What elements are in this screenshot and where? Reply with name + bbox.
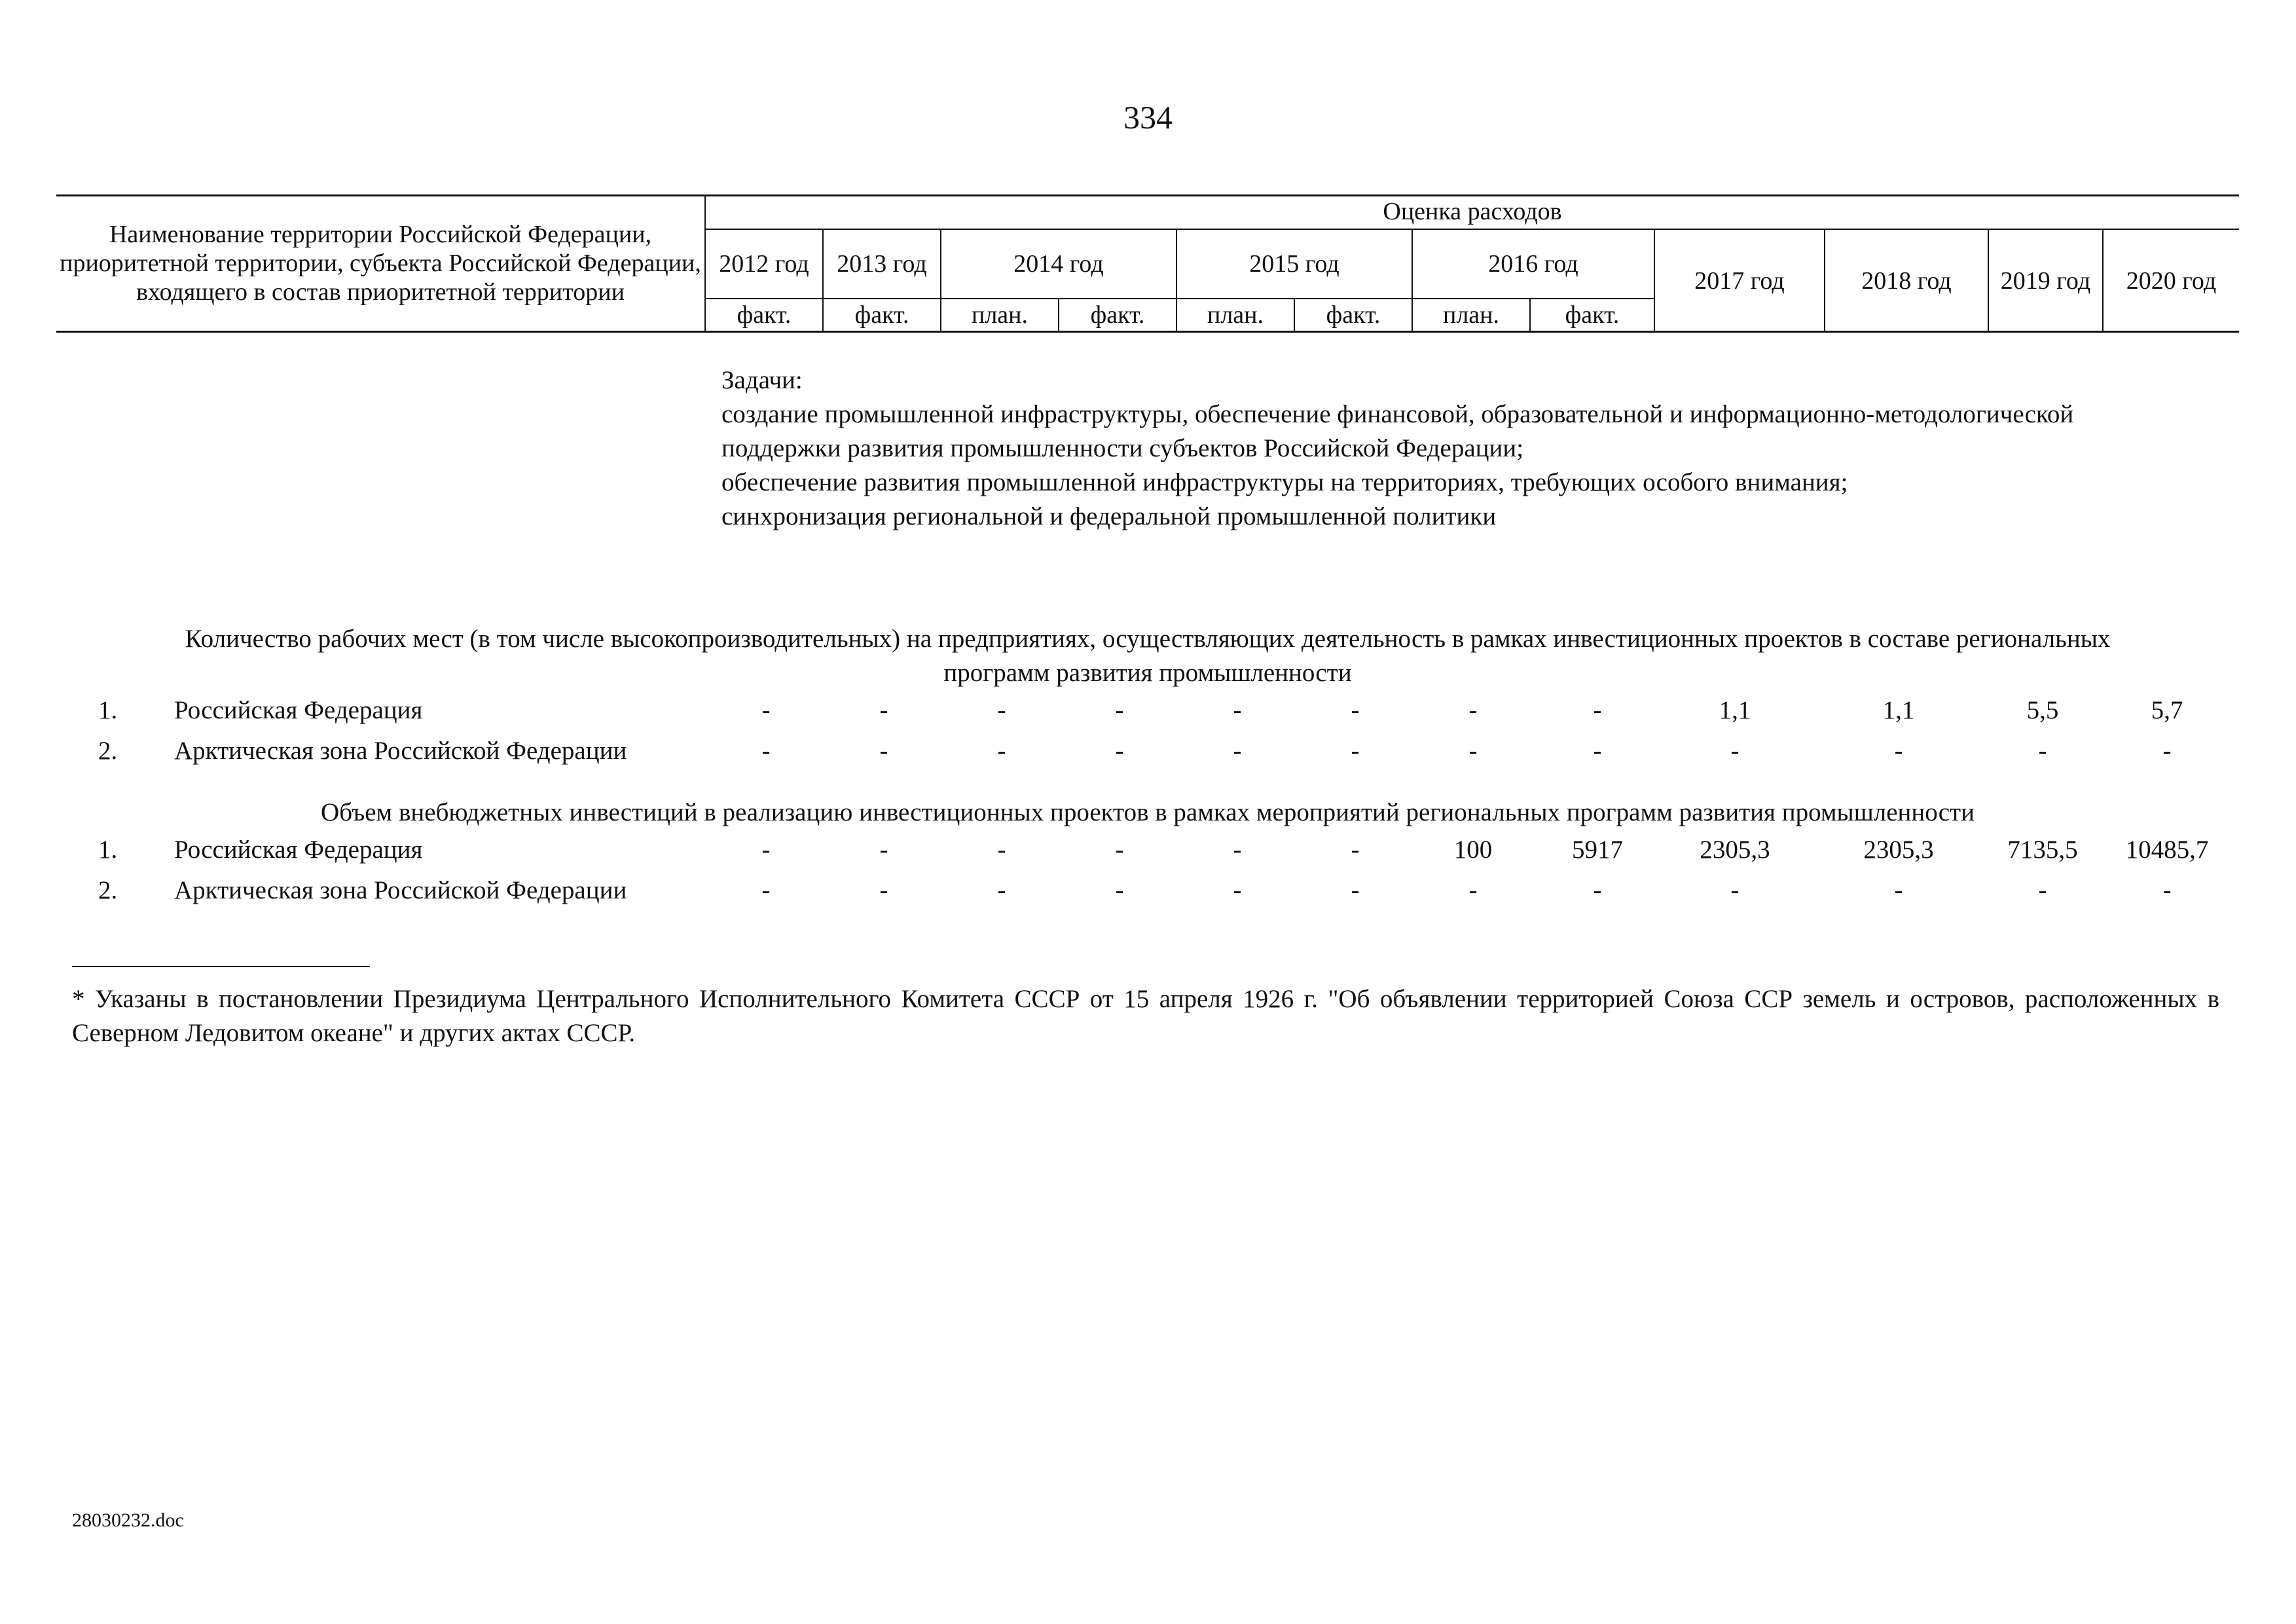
tasks-title: Задачи: — [721, 366, 803, 394]
footnote: * Указаны в постановлении Президиума Центрального Исполнительного Комитета СССР от 15 апреля 1926 г. "Об объявлении территорией Союза ССР земель и островов, расположенных в Северном Ледовитом океане" и других актах СССР. — [72, 985, 2219, 1047]
year-2015: 2015 год — [1249, 250, 1339, 278]
value-cell: - — [2162, 737, 2172, 765]
tasks-line: синхронизация региональной и федеральной промышленной политики — [721, 502, 1497, 530]
footnote-rule — [72, 966, 370, 967]
subheader-fact: факт. — [737, 301, 792, 329]
value-cell: - — [1351, 836, 1360, 864]
territory-name: Российская Федерация — [174, 696, 423, 724]
tasks-line: обеспечение развития промышленной инфраструктуры на территориях, требующих особого внимания; — [721, 468, 1848, 496]
value-cell: 5917 — [1572, 836, 1623, 864]
row-number: 1. — [98, 836, 118, 864]
value-cell: - — [1894, 737, 1903, 765]
year-2017: 2017 год — [1694, 267, 1785, 295]
table-row — [0, 695, 2296, 732]
value-cell: - — [1894, 876, 1903, 904]
section-title: Объем внебюджетных инвестиций в реализацию инвестиционных проектов в рамках мероприятий региональных программ развития промышленности — [321, 798, 1975, 826]
page-number: 334 — [1123, 99, 1173, 136]
row-number: 2. — [98, 737, 118, 765]
value-cell: 2305,3 — [1700, 836, 1770, 864]
column-header-expenses: Оценка расходов — [1383, 198, 1562, 225]
tasks-block — [721, 363, 2227, 534]
value-cell: 100 — [1453, 836, 1493, 864]
value-cell: - — [1730, 876, 1740, 904]
value-cell: - — [1115, 836, 1124, 864]
value-cell: - — [1115, 876, 1124, 904]
row-number: 1. — [98, 696, 118, 724]
value-cell: - — [1351, 737, 1360, 765]
value-cell: 1,1 — [1882, 696, 1915, 724]
value-cell: - — [1233, 876, 1242, 904]
value-cell: 2305,3 — [1863, 836, 1934, 864]
value-cell: - — [761, 696, 771, 724]
year-2020: 2020 год — [2126, 267, 2217, 295]
subheader-fact: факт. — [854, 301, 909, 329]
territory-name: Арктическая зона Российской Федерации — [174, 876, 627, 904]
value-cell: - — [879, 696, 888, 724]
value-cell: - — [1468, 737, 1478, 765]
column-header-territory: Наименование территории Российской Федерации, приоритетной территории, субъекта Российской Федерации, входящего в состав приоритетной территории — [60, 221, 701, 306]
section-title — [56, 622, 2239, 690]
value-cell: - — [1115, 696, 1124, 724]
value-cell: - — [879, 836, 888, 864]
value-cell: - — [1730, 737, 1740, 765]
subheader-plan: план. — [971, 301, 1028, 329]
year-2018: 2018 год — [1861, 267, 1952, 295]
subheader-fact: факт. — [1326, 301, 1381, 329]
section-title-line: программ развития промышленности — [943, 659, 1352, 687]
value-cell: - — [1351, 876, 1360, 904]
value-cell: - — [2038, 876, 2047, 904]
territory-name: Арктическая зона Российской Федерации — [174, 737, 627, 765]
value-cell: - — [1593, 737, 1602, 765]
tasks-line: создание промышленной инфраструктуры, обеспечение финансовой, образовательной и информационно-методологической — [721, 400, 2074, 428]
year-2016: 2016 год — [1488, 250, 1578, 278]
subheader-fact: факт. — [1090, 301, 1145, 329]
value-cell: - — [761, 876, 771, 904]
year-2014: 2014 год — [1013, 250, 1104, 278]
table-row — [0, 835, 2296, 872]
row-number: 2. — [98, 876, 118, 904]
value-cell: - — [1351, 696, 1360, 724]
value-cell: - — [761, 737, 771, 765]
value-cell: - — [997, 876, 1006, 904]
value-cell: - — [1593, 876, 1602, 904]
subheader-plan: план. — [1442, 301, 1499, 329]
value-cell: - — [761, 836, 771, 864]
year-2013: 2013 год — [837, 250, 927, 278]
table-row — [0, 736, 2296, 773]
section-title-line: Количество рабочих мест (в том числе высокопроизводительных) на предприятиях, осуществляющих деятельность в рамках инвестиционных проектов в составе региональных — [185, 625, 2111, 653]
value-cell: - — [2162, 876, 2172, 904]
value-cell: - — [1233, 696, 1242, 724]
value-cell: 7135,5 — [2007, 836, 2078, 864]
value-cell: - — [2038, 737, 2047, 765]
subheader-fact: факт. — [1565, 301, 1620, 329]
value-cell: 1,1 — [1719, 696, 1751, 724]
document-id: 28030232.doc — [72, 1509, 184, 1531]
table-row — [0, 876, 2296, 912]
territory-name: Российская Федерация — [174, 836, 423, 864]
value-cell: - — [1468, 696, 1478, 724]
value-cell: 5,5 — [2026, 696, 2059, 724]
subheader-plan: план. — [1207, 301, 1264, 329]
value-cell: - — [997, 737, 1006, 765]
value-cell: - — [997, 696, 1006, 724]
tasks-line: поддержки развития промышленности субъектов Российской Федерации; — [721, 434, 1524, 462]
value-cell: - — [879, 876, 888, 904]
value-cell: - — [1233, 737, 1242, 765]
value-cell: - — [1468, 876, 1478, 904]
year-2012: 2012 год — [719, 250, 809, 278]
value-cell: - — [1593, 696, 1602, 724]
table-header — [56, 194, 2239, 332]
value-cell: - — [1233, 836, 1242, 864]
value-cell: - — [1115, 737, 1124, 765]
value-cell: - — [997, 836, 1006, 864]
value-cell: 5,7 — [2151, 696, 2183, 724]
value-cell: - — [879, 737, 888, 765]
value-cell: 10485,7 — [2125, 836, 2209, 864]
year-2019: 2019 год — [2000, 267, 2091, 295]
